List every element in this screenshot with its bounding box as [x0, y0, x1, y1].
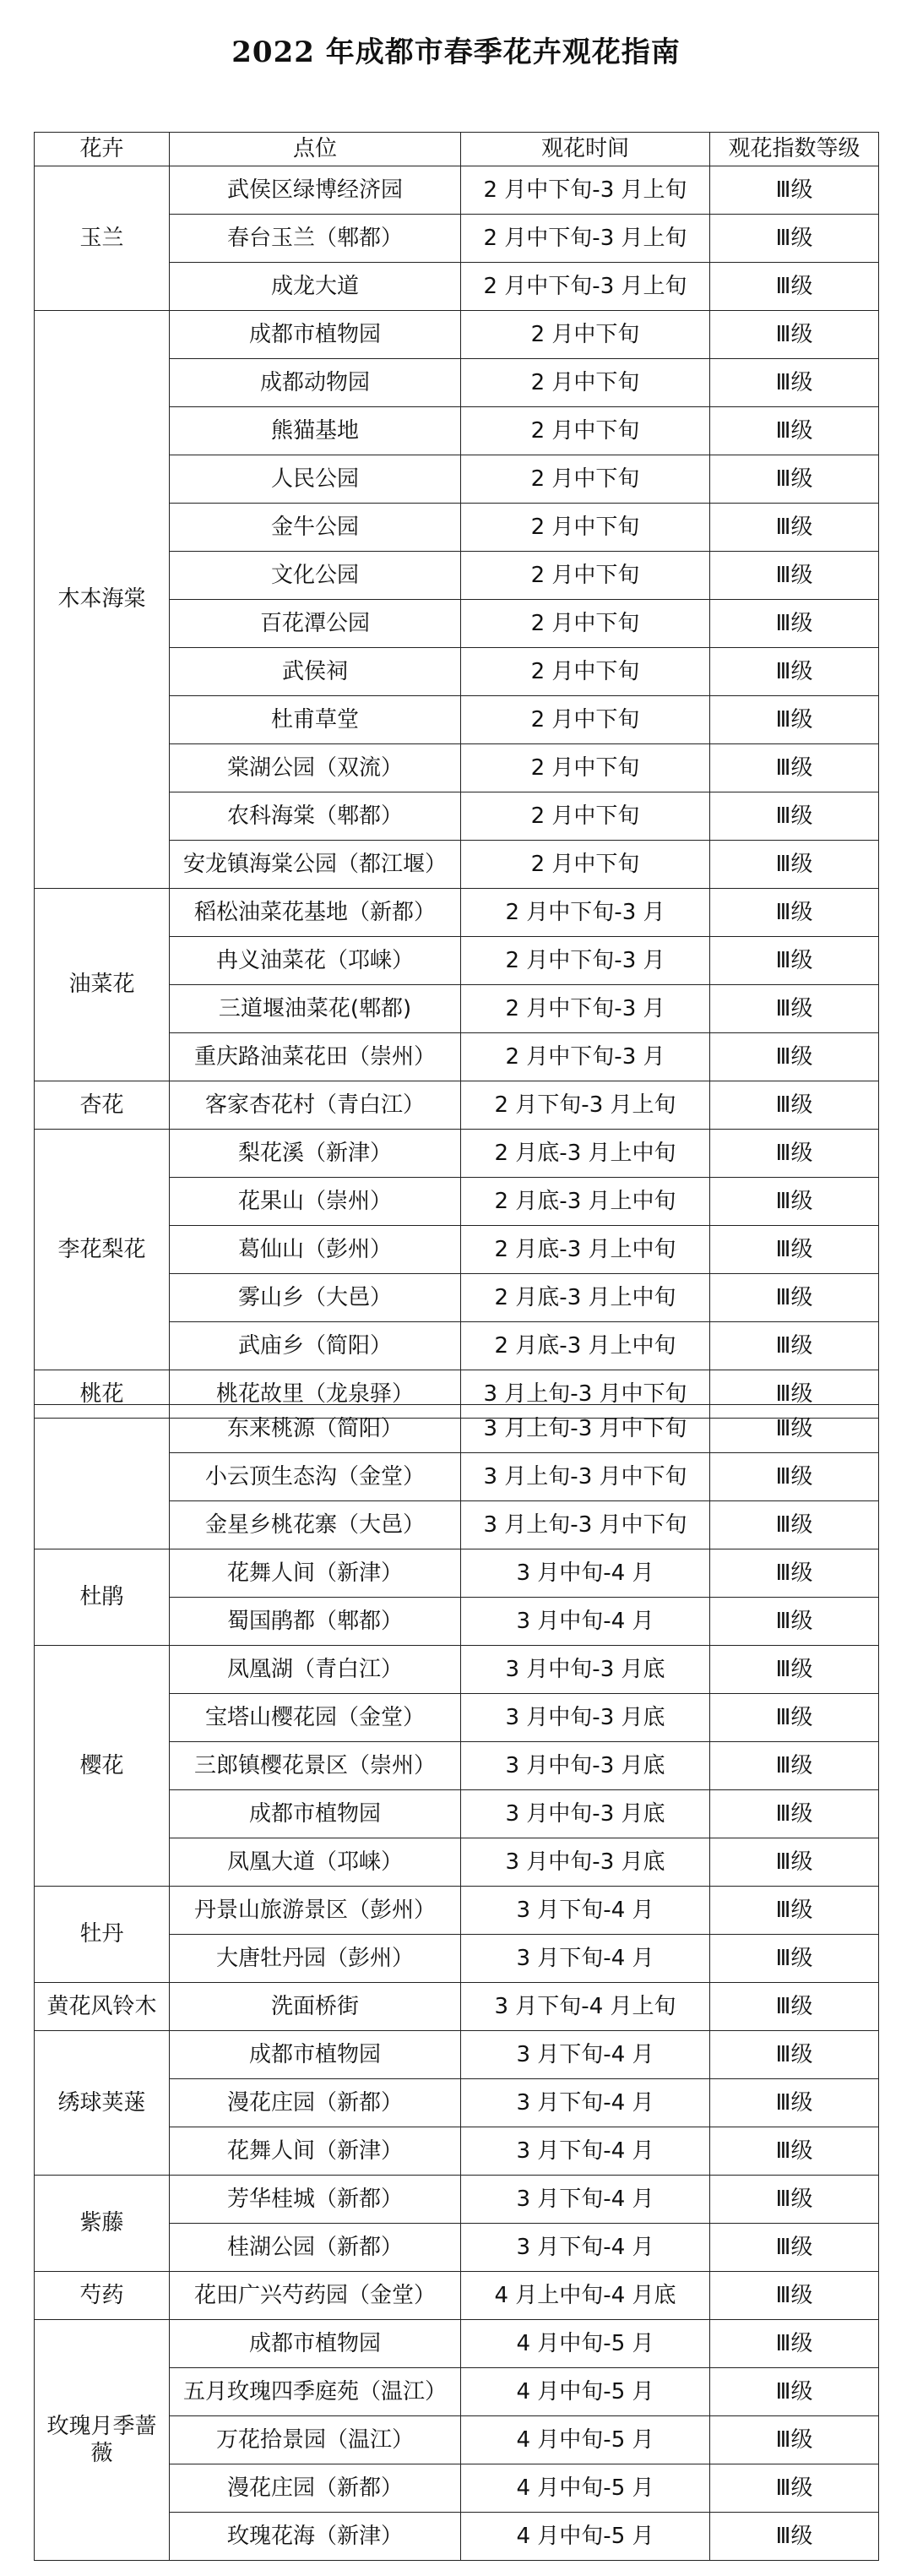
table-row	[35, 1646, 879, 1694]
location-cell: 农科海棠（郫都）	[170, 792, 461, 841]
bloom-time-cell: 2 月中下旬-3 月上旬	[461, 263, 710, 311]
bloom-time-cell: 4 月中旬-5 月	[461, 2513, 710, 2561]
bloom-time-cell: 2 月中下旬	[461, 504, 710, 552]
location-cell: 金牛公园	[170, 504, 461, 552]
location-cell: 成都动物园	[170, 359, 461, 407]
bloom-time-cell: 2 月底-3 月上中旬	[461, 1274, 710, 1322]
flower-guide-table-part-2	[34, 1404, 879, 2561]
location-cell: 安龙镇海棠公园（都江堰）	[170, 841, 461, 889]
location-cell: 百花潭公园	[170, 600, 461, 648]
bloom-level-cell: Ⅲ级	[710, 600, 879, 648]
location-cell: 凤凰大道（邛崃）	[170, 1838, 461, 1887]
bloom-time-cell: 2 月中下旬-3 月上旬	[461, 215, 710, 263]
location-cell: 武庙乡（简阳）	[170, 1322, 461, 1370]
location-cell: 武侯区绿博经济园	[170, 166, 461, 215]
location-cell: 梨花溪（新津）	[170, 1130, 461, 1178]
location-cell: 漫花庄园（新都）	[170, 2079, 461, 2127]
flower-cell: 玫瑰月季蔷薇	[35, 2320, 170, 2561]
location-cell: 成都市植物园	[170, 2031, 461, 2079]
bloom-level-cell: Ⅲ级	[710, 215, 879, 263]
bloom-level-cell: Ⅲ级	[710, 1983, 879, 2031]
flower-cell: 玉兰	[35, 166, 170, 311]
bloom-time-cell: 2 月中下旬	[461, 600, 710, 648]
bloom-level-cell: Ⅲ级	[710, 792, 879, 841]
table-row	[35, 2176, 879, 2224]
location-cell: 成都市植物园	[170, 311, 461, 359]
bloom-time-cell: 2 月中下旬	[461, 311, 710, 359]
location-cell: 雾山乡（大邑）	[170, 1274, 461, 1322]
bloom-time-cell: 3 月上旬-3 月中下旬	[461, 1501, 710, 1549]
location-cell: 花果山（崇州）	[170, 1178, 461, 1226]
bloom-time-cell: 4 月中旬-5 月	[461, 2368, 710, 2416]
flower-cell: 紫藤	[35, 2176, 170, 2272]
bloom-time-cell: 4 月中旬-5 月	[461, 2464, 710, 2513]
location-cell: 花田广兴芍药园（金堂）	[170, 2272, 461, 2320]
bloom-time-cell: 2 月底-3 月上中旬	[461, 1322, 710, 1370]
flower-cell: 油菜花	[35, 889, 170, 1081]
page-title: 2022 年成都市春季花卉观花指南	[231, 35, 681, 69]
bloom-time-cell: 2 月中下旬-3 月	[461, 889, 710, 937]
location-cell: 葛仙山（彭州）	[170, 1226, 461, 1274]
header-time: 观花时间	[461, 133, 710, 166]
table-row	[35, 2272, 879, 2320]
header-flower: 花卉	[35, 133, 170, 166]
bloom-time-cell: 2 月下旬-3 月上旬	[461, 1081, 710, 1130]
location-cell: 五月玫瑰四季庭苑（温江）	[170, 2368, 461, 2416]
location-cell: 大唐牡丹园（彭州）	[170, 1935, 461, 1983]
location-cell: 花舞人间（新津）	[170, 1549, 461, 1598]
bloom-level-cell: Ⅲ级	[710, 311, 879, 359]
bloom-level-cell: Ⅲ级	[710, 2513, 879, 2561]
bloom-level-cell: Ⅲ级	[710, 1370, 879, 1419]
table-row	[35, 166, 879, 215]
location-cell: 成都市植物园	[170, 1790, 461, 1838]
bloom-time-cell: 2 月中下旬	[461, 841, 710, 889]
location-cell: 成龙大道	[170, 263, 461, 311]
bloom-time-cell: 2 月中下旬-3 月	[461, 1033, 710, 1081]
bloom-level-cell: Ⅲ级	[710, 2176, 879, 2224]
bloom-level-cell: Ⅲ级	[710, 1501, 879, 1549]
bloom-level-cell: Ⅲ级	[710, 455, 879, 504]
bloom-level-cell: Ⅲ级	[710, 744, 879, 792]
bloom-level-cell: Ⅲ级	[710, 2464, 879, 2513]
flower-cell: 樱花	[35, 1646, 170, 1887]
bloom-time-cell: 2 月中下旬	[461, 792, 710, 841]
bloom-time-cell: 2 月中下旬-3 月	[461, 985, 710, 1033]
flower-cell: 桃花	[35, 1370, 170, 1419]
location-cell: 芳华桂城（新都）	[170, 2176, 461, 2224]
bloom-level-cell: Ⅲ级	[710, 2272, 879, 2320]
bloom-time-cell: 4 月中旬-5 月	[461, 2416, 710, 2464]
bloom-time-cell: 2 月底-3 月上中旬	[461, 1130, 710, 1178]
location-cell: 蜀国鹃都（郫都）	[170, 1598, 461, 1646]
bloom-level-cell: Ⅲ级	[710, 1033, 879, 1081]
bloom-time-cell: 2 月中下旬	[461, 359, 710, 407]
bloom-time-cell: 2 月中下旬-3 月	[461, 937, 710, 985]
bloom-level-cell: Ⅲ级	[710, 1130, 879, 1178]
table-row	[35, 1081, 879, 1130]
flower-cell: 黄花风铃木	[35, 1983, 170, 2031]
bloom-time-cell: 3 月下旬-4 月	[461, 2031, 710, 2079]
location-cell: 武侯祠	[170, 648, 461, 696]
bloom-level-cell: Ⅲ级	[710, 1935, 879, 1983]
flower-cell: 杏花	[35, 1081, 170, 1130]
table-row	[35, 1983, 879, 2031]
bloom-time-cell: 3 月中旬-4 月	[461, 1549, 710, 1598]
location-cell: 金星乡桃花寨（大邑）	[170, 1501, 461, 1549]
bloom-time-cell: 3 月下旬-4 月	[461, 1887, 710, 1935]
header-level: 观花指数等级	[710, 133, 879, 166]
location-cell: 春台玉兰（郫都）	[170, 215, 461, 263]
bloom-time-cell: 3 月下旬-4 月	[461, 2127, 710, 2176]
bloom-time-cell: 3 月上旬-3 月中下旬	[461, 1405, 710, 1453]
table-row	[35, 311, 879, 359]
table-row	[35, 2031, 879, 2079]
bloom-level-cell: Ⅲ级	[710, 2320, 879, 2368]
location-cell: 东来桃源（简阳）	[170, 1405, 461, 1453]
flower-cell: 牡丹	[35, 1887, 170, 1983]
bloom-level-cell: Ⅲ级	[710, 1646, 879, 1694]
bloom-time-cell: 3 月中旬-4 月	[461, 1598, 710, 1646]
bloom-level-cell: Ⅲ级	[710, 889, 879, 937]
table-row	[35, 1405, 879, 1453]
bloom-level-cell: Ⅲ级	[710, 1887, 879, 1935]
header-location: 点位	[170, 133, 461, 166]
bloom-level-cell: Ⅲ级	[710, 2224, 879, 2272]
bloom-level-cell: Ⅲ级	[710, 937, 879, 985]
bloom-level-cell: Ⅲ级	[710, 2031, 879, 2079]
bloom-time-cell: 3 月中旬-3 月底	[461, 1742, 710, 1790]
bloom-time-cell: 3 月下旬-4 月	[461, 2224, 710, 2272]
bloom-time-cell: 2 月中下旬	[461, 552, 710, 600]
table-row	[35, 889, 879, 937]
bloom-time-cell: 3 月下旬-4 月	[461, 2176, 710, 2224]
location-cell: 成都市植物园	[170, 2320, 461, 2368]
bloom-level-cell: Ⅲ级	[710, 166, 879, 215]
bloom-time-cell: 2 月底-3 月上中旬	[461, 1226, 710, 1274]
bloom-time-cell: 3 月中旬-3 月底	[461, 1838, 710, 1887]
location-cell: 花舞人间（新津）	[170, 2127, 461, 2176]
location-cell: 三道堰油菜花(郫都)	[170, 985, 461, 1033]
bloom-level-cell: Ⅲ级	[710, 1226, 879, 1274]
bloom-level-cell: Ⅲ级	[710, 2416, 879, 2464]
bloom-time-cell: 4 月上中旬-4 月底	[461, 2272, 710, 2320]
bloom-level-cell: Ⅲ级	[710, 2127, 879, 2176]
bloom-level-cell: Ⅲ级	[710, 1405, 879, 1453]
location-cell: 人民公园	[170, 455, 461, 504]
bloom-level-cell: Ⅲ级	[710, 1549, 879, 1598]
bloom-level-cell: Ⅲ级	[710, 841, 879, 889]
bloom-level-cell: Ⅲ级	[710, 359, 879, 407]
bloom-level-cell: Ⅲ级	[710, 2368, 879, 2416]
table-header-row	[35, 133, 879, 166]
bloom-time-cell: 3 月中旬-3 月底	[461, 1790, 710, 1838]
location-cell: 冉义油菜花（邛崃）	[170, 937, 461, 985]
table-row	[35, 1549, 879, 1598]
bloom-level-cell: Ⅲ级	[710, 1081, 879, 1130]
bloom-level-cell: Ⅲ级	[710, 1453, 879, 1501]
flower-cell	[35, 1405, 170, 1549]
location-cell: 三郎镇樱花景区（崇州）	[170, 1742, 461, 1790]
bloom-time-cell: 3 月下旬-4 月	[461, 2079, 710, 2127]
bloom-level-cell: Ⅲ级	[710, 1694, 879, 1742]
flower-cell: 木本海棠	[35, 311, 170, 889]
location-cell: 小云顶生态沟（金堂）	[170, 1453, 461, 1501]
bloom-time-cell: 4 月中旬-5 月	[461, 2320, 710, 2368]
bloom-time-cell: 3 月下旬-4 月	[461, 1935, 710, 1983]
bloom-level-cell: Ⅲ级	[710, 2079, 879, 2127]
location-cell: 漫花庄园（新都）	[170, 2464, 461, 2513]
bloom-level-cell: Ⅲ级	[710, 1178, 879, 1226]
bloom-time-cell: 2 月中下旬	[461, 407, 710, 455]
table-row	[35, 2320, 879, 2368]
table-row	[35, 1130, 879, 1178]
location-cell: 凤凰湖（青白江）	[170, 1646, 461, 1694]
bloom-level-cell: Ⅲ级	[710, 407, 879, 455]
bloom-level-cell: Ⅲ级	[710, 504, 879, 552]
bloom-time-cell: 2 月中下旬-3 月上旬	[461, 166, 710, 215]
bloom-level-cell: Ⅲ级	[710, 1838, 879, 1887]
location-cell: 桂湖公园（新都）	[170, 2224, 461, 2272]
location-cell: 玫瑰花海（新津）	[170, 2513, 461, 2561]
bloom-time-cell: 2 月中下旬	[461, 744, 710, 792]
location-cell: 棠湖公园（双流）	[170, 744, 461, 792]
location-cell: 万花拾景园（温江）	[170, 2416, 461, 2464]
bloom-time-cell: 3 月中旬-3 月底	[461, 1694, 710, 1742]
location-cell: 稻松油菜花基地（新都）	[170, 889, 461, 937]
flower-guide-table-part-1	[34, 132, 879, 1419]
bloom-level-cell: Ⅲ级	[710, 552, 879, 600]
bloom-level-cell: Ⅲ级	[710, 1274, 879, 1322]
location-cell: 宝塔山樱花园（金堂）	[170, 1694, 461, 1742]
bloom-time-cell: 3 月中旬-3 月底	[461, 1646, 710, 1694]
flower-cell: 芍药	[35, 2272, 170, 2320]
bloom-time-cell: 3 月上旬-3 月中下旬	[461, 1370, 710, 1419]
location-cell: 文化公园	[170, 552, 461, 600]
bloom-time-cell: 2 月底-3 月上中旬	[461, 1178, 710, 1226]
bloom-level-cell: Ⅲ级	[710, 696, 879, 744]
location-cell: 洗面桥街	[170, 1983, 461, 2031]
bloom-level-cell: Ⅲ级	[710, 1790, 879, 1838]
bloom-time-cell: 2 月中下旬	[461, 455, 710, 504]
location-cell: 客家杏花村（青白江）	[170, 1081, 461, 1130]
location-cell: 杜甫草堂	[170, 696, 461, 744]
bloom-time-cell: 3 月上旬-3 月中下旬	[461, 1453, 710, 1501]
location-cell: 重庆路油菜花田（崇州）	[170, 1033, 461, 1081]
bloom-time-cell: 2 月中下旬	[461, 696, 710, 744]
flower-cell: 李花梨花	[35, 1130, 170, 1370]
flower-cell: 杜鹃	[35, 1549, 170, 1646]
location-cell: 桃花故里（龙泉驿）	[170, 1370, 461, 1419]
bloom-time-cell: 3 月下旬-4 月上旬	[461, 1983, 710, 2031]
bloom-level-cell: Ⅲ级	[710, 648, 879, 696]
bloom-level-cell: Ⅲ级	[710, 1322, 879, 1370]
bloom-level-cell: Ⅲ级	[710, 263, 879, 311]
bloom-level-cell: Ⅲ级	[710, 1742, 879, 1790]
bloom-level-cell: Ⅲ级	[710, 985, 879, 1033]
table-row	[35, 1887, 879, 1935]
bloom-level-cell: Ⅲ级	[710, 1598, 879, 1646]
bloom-time-cell: 2 月中下旬	[461, 648, 710, 696]
location-cell: 熊猫基地	[170, 407, 461, 455]
location-cell: 丹景山旅游景区（彭州）	[170, 1887, 461, 1935]
flower-cell: 绣球荚蒾	[35, 2031, 170, 2176]
